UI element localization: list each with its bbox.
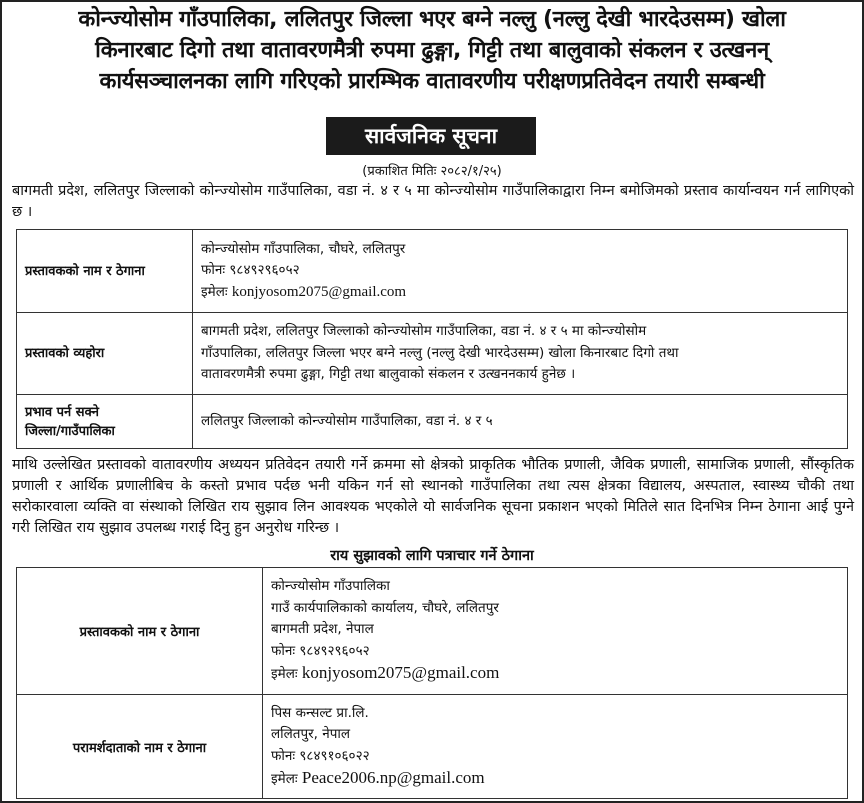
proponent-contact-province: बागमती प्रदेश, नेपाल: [271, 621, 374, 638]
proponent-email: konjyosom2075@gmail.com: [231, 283, 407, 300]
email-prefix: इमेलः: [271, 771, 302, 787]
consultant-email-line: [271, 767, 839, 791]
proponent-contact-email: konjyosom2075@gmail.com: [301, 663, 500, 683]
proponent-contact-office: गाउँ कार्यपालिकाको कार्यालय, चौघरे, ललितपुर: [271, 599, 499, 616]
consultant-name: पिस कन्सल्ट प्रा.लि.: [271, 704, 369, 721]
table-row: [17, 568, 848, 695]
proponent-contact-label: प्रस्तावकको नाम र ठेगाना: [17, 568, 263, 695]
affected-area-value: ललितपुर जिल्लाको कोन्ज्योसोम गाउँपालिका, वडा नं. ४ र ५: [193, 395, 848, 449]
proposal-details-table: [16, 229, 848, 449]
consultant-value: [263, 695, 848, 799]
proponent-value: [193, 230, 848, 313]
intro-paragraph: बागमती प्रदेश, ललितपुर जिल्लाको कोन्ज्योसोम गाउँपालिका, वडा नं. ४ र ५ मा कोन्ज्योसोम गाउँपालिकाद्वारा निम्न बमोजिमको प्रस्ताव कार्यान्वयन गर्न लागिएको छ ।: [12, 183, 854, 220]
email-prefix: इमेलः: [201, 283, 232, 300]
consultant-email: Peace2006.np@gmail.com: [301, 768, 485, 787]
proponent-contact-phone: फोनः ९८४९२९६०५२: [271, 642, 370, 659]
proposal-label: प्रस्तावको व्यहोरा: [17, 313, 193, 395]
published-date: (प्रकाशित मितिः २०८२/१/२५): [362, 164, 502, 179]
proponent-contact-email-line: [271, 662, 839, 686]
public-notice-banner: सार्वजनिक सूचना: [326, 117, 536, 155]
table-row: [17, 230, 848, 313]
body-paragraph: माथि उल्लेखित प्रस्तावको वातावरणीय अध्ययन प्रतिवेदन तयारी गर्ने क्रममा सो क्षेत्रको प्राकृतिक भौतिक प्रणाली, जैविक प्रणाली, सामाजिक प्रणाली, सौंस्कृतिक प्रणाली र आर्थिक प्रणालीबिच के कस्तो प्रभाव पर्दछ भनी यकिन गर्न सो स्थानको गाउँपालिका तथा त्यस क्षेत्रका विद्यालय, अस्पताल, स्वास्थ्य चौकी तथा सरोकारवाला व्यक्ति वा संस्थाको लिखित राय सुझाव लिन आवश्यक भएकोले यो सार्वजनिक सूचना प्रकाशन भएको मितिले सात दिनभित्र निम्न ठेगाना आई पुग्ने गरी लिखित राय सुझाव उपलब्ध गराई दिनु हुन अनुरोध गरिन्छ ।: [12, 457, 854, 536]
proponent-phone: फोनः ९८४९२९६०५२: [201, 262, 300, 279]
proposal-value: [193, 313, 848, 395]
proponent-contact-name: कोन्ज्योसोम गाँउपालिका: [271, 578, 390, 595]
proposal-line-1: बागमती प्रदेश, ललितपुर जिल्लाको कोन्ज्योसोम गाउँपालिका, वडा नं. ४ र ५ मा कोन्ज्योसोम: [201, 323, 647, 340]
proponent-label: प्रस्तावकको नाम र ठेगाना: [17, 230, 193, 313]
affected-area-label: [17, 395, 193, 449]
table-row: [17, 695, 848, 799]
consultant-address: ललितपुर, नेपाल: [271, 726, 351, 742]
headline-line-3: कार्यसञ्चालनका लागि गरिएको प्रारम्भिक वातावरणीय परीक्षणप्रतिवेदन तयारी सम्बन्धी: [99, 69, 765, 94]
consultant-phone: फोनः ९८४९१०६०२२: [271, 747, 370, 764]
consultant-label: परामर्शदाताको नाम र ठेगाना: [17, 695, 263, 799]
proponent-contact-value: [263, 568, 848, 695]
proponent-email-line: [201, 282, 839, 304]
affected-area-label-2: जिल्ला/गाउँपालिका: [25, 423, 115, 439]
email-prefix: इमेलः: [271, 666, 302, 683]
correspondence-table: [16, 567, 848, 799]
proposal-line-2: गाँउपालिका, ललितपुर जिल्ला भएर बग्ने नल्लु (नल्लु देखी भारदेउसम्म) खोला किनारबाट दिगो तथा: [201, 344, 679, 361]
affected-area-label-1: प्रभाव पर्न सक्ने: [25, 404, 99, 420]
notice-headline: [8, 4, 856, 97]
correspondence-title: राय सुझावको लागि पत्राचार गर्ने ठेगाना: [330, 548, 534, 564]
headline-line-2: किनारबाट दिगो तथा वातावरणमैत्री रुपमा ढुङ्गा, गिट्टी तथा बालुवाको संकलन र उत्खनन्: [95, 38, 769, 63]
table-row: [17, 395, 848, 449]
headline-line-1: कोन्ज्योसोम गाँउपालिका, ललितपुर जिल्ला भएर बग्ने नल्लु (नल्लु देखी भारदेउसम्म) खोला: [78, 7, 786, 32]
table-row: [17, 313, 848, 395]
proponent-address: कोन्ज्योसोम गाँउपालिका, चौघरे, ललितपुर: [201, 240, 406, 257]
proposal-line-3: वातावरणमैत्री रुपमा ढुङ्गा, गिट्टी तथा बालुवाको संकलन र उत्खननकार्य हुनेछ ।: [201, 366, 576, 383]
